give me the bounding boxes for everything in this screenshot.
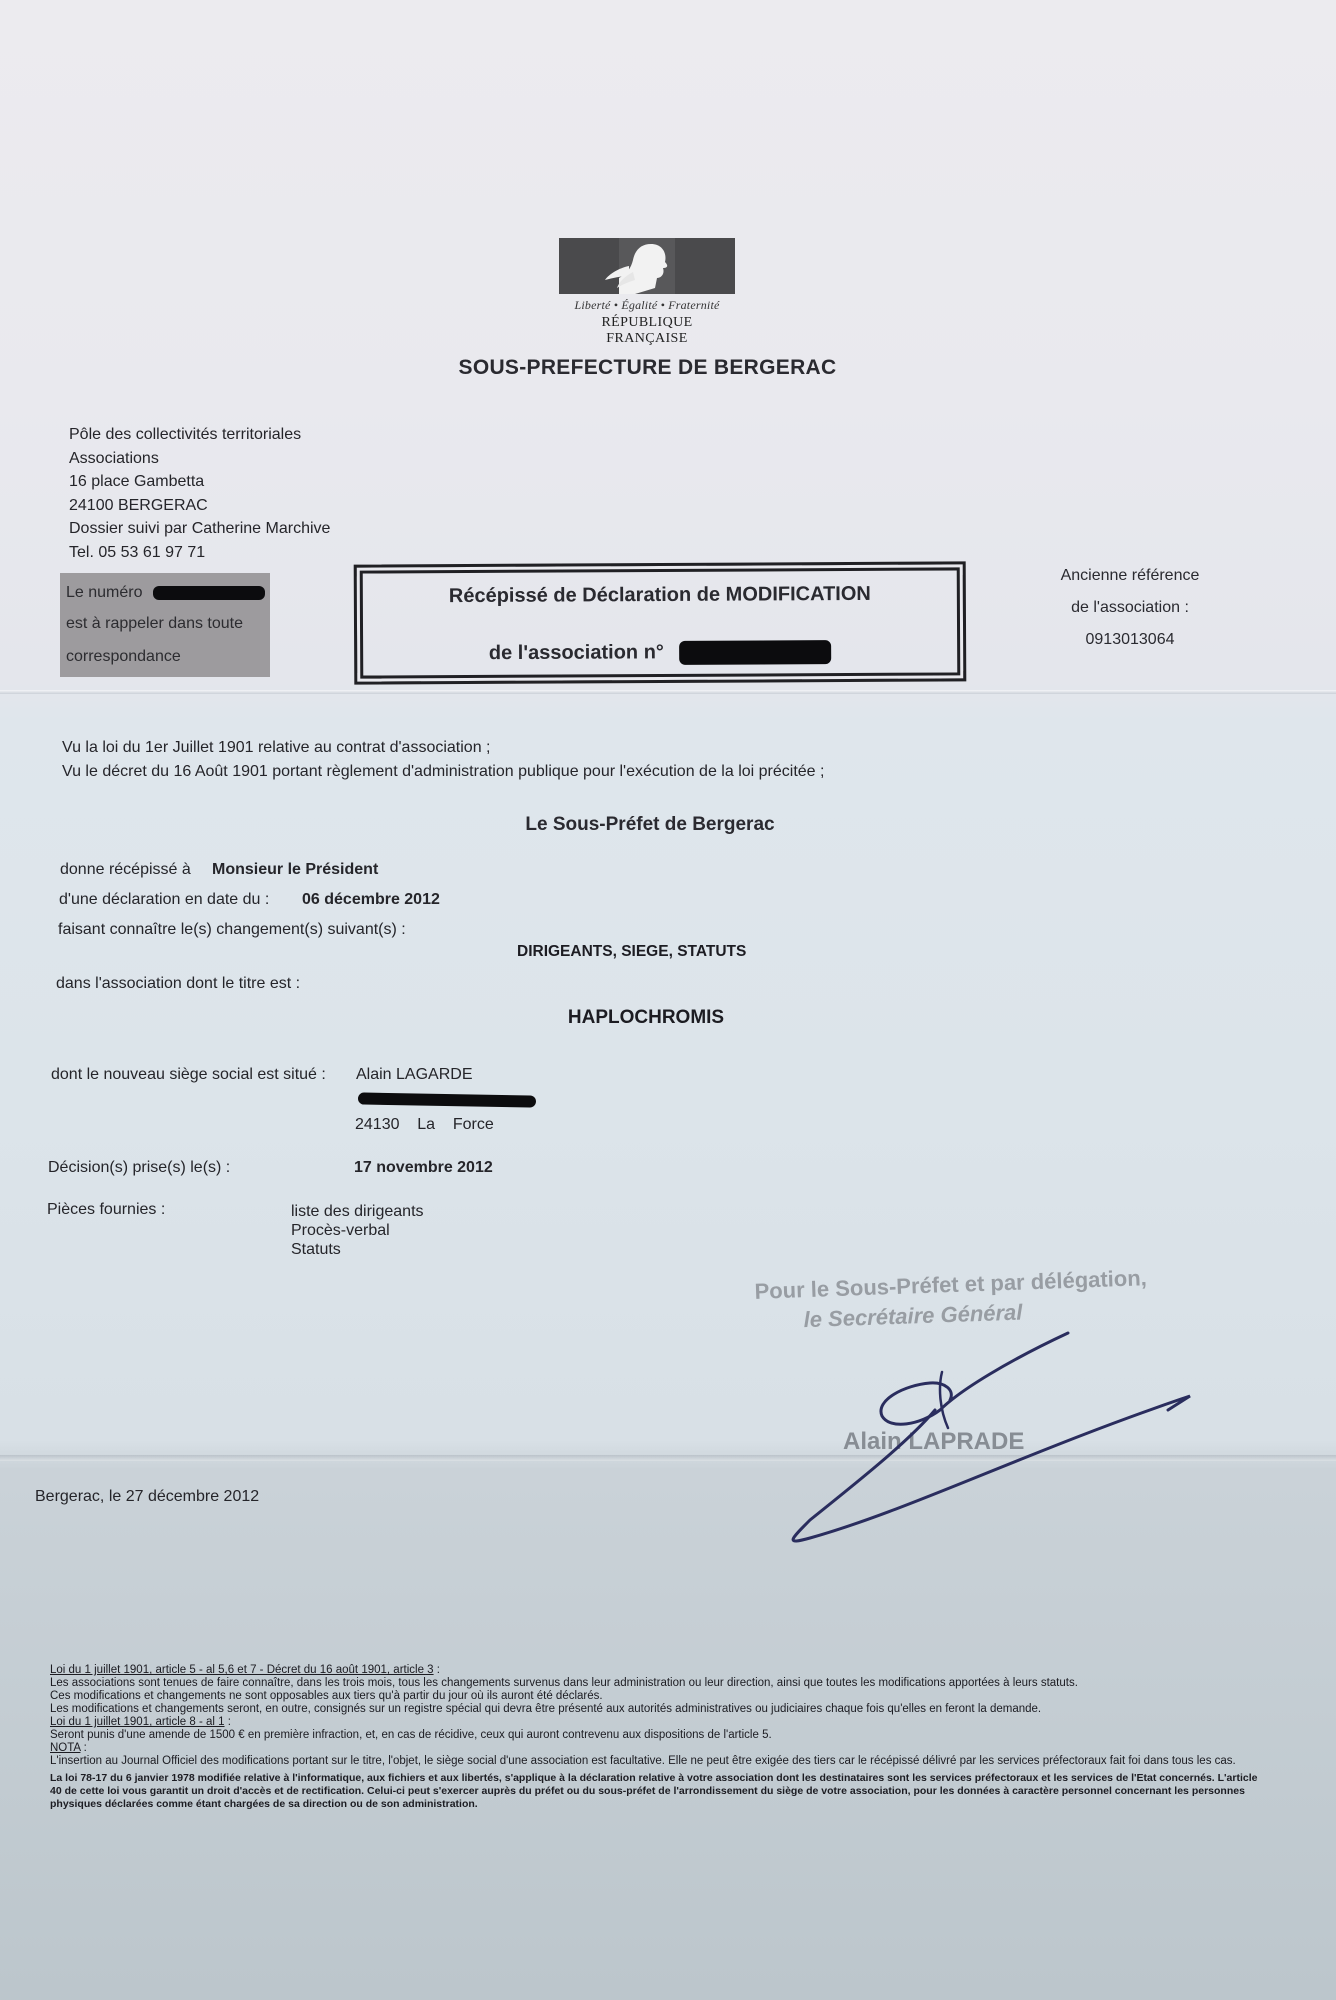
signer-name: Alain LAPRADE	[843, 1428, 1025, 1455]
association-name: HAPLOCHROMIS	[567, 1007, 725, 1028]
footer-paragraph: Seront punis d'une amende de 1500 € en première infraction, et, en cas de récidive, ceux qui auront contrevenu aux dispositions de l'article 5.	[50, 1729, 772, 1741]
sender-address	[69, 423, 330, 564]
law-reference-2: Vu le décret du 16 Août 1901 portant règlement d'administration publique pour l'exécution de la loi précitée ;	[62, 763, 825, 780]
paper-fold-upper	[0, 690, 1336, 694]
reference-note-box	[60, 573, 270, 677]
redaction-mark	[358, 1092, 536, 1107]
seat-name: Alain LAGARDE	[356, 1066, 473, 1083]
decision-value: 17 novembre 2012	[354, 1159, 493, 1176]
changes-label: faisant connaître le(s) changement(s) suivant(s) :	[58, 921, 406, 938]
redaction-mark	[153, 586, 265, 600]
marianne-icon	[559, 238, 735, 294]
stamp-line-1: Pour le Sous-Préfet et par délégation,	[754, 1265, 1148, 1304]
footer-law-ref-1: Loi du 1 juillet 1901, article 5 - al 5,6 et 7 - Décret du 16 août 1901, article 3	[50, 1664, 434, 1676]
footer-paragraph: Les modifications et changements seront, en outre, consignés sur un registre spécial qui devra être présenté aux autorités administratives ou judiciaires chaque fois qu'elles en feront la demande.	[50, 1703, 1042, 1715]
declaration-date-label: d'une déclaration en date du :	[59, 891, 270, 908]
recipient-value: Monsieur le Président	[212, 861, 379, 878]
footer-paragraph: Les associations sont tenues de faire connaître, dans les trois mois, tous les changements survenus dans leur administration ou leur direction, ainsi que toutes les modifications apportées à leurs statuts.	[50, 1677, 1078, 1689]
old-reference-value: 0913013064	[1085, 631, 1175, 648]
footer-nota: NOTA	[50, 1742, 81, 1754]
old-reference	[1040, 560, 1220, 656]
stamp-line-2: le Secrétaire Général	[803, 1299, 1023, 1333]
note-line-2: est à rappeler dans toute	[66, 615, 244, 632]
footer-colon: :	[433, 1664, 440, 1676]
footer-colon: :	[224, 1716, 231, 1728]
address-line: Dossier suivi par Catherine Marchive	[69, 520, 331, 537]
marianne-emblem	[559, 238, 735, 294]
law-reference-1: Vu la loi du 1er Juillet 1901 relative au contrat d'association ;	[62, 739, 491, 756]
republique-logo	[559, 238, 735, 347]
receipt-number-label: de l'association n°	[488, 641, 664, 665]
recipient-label: donne récépissé à	[60, 861, 191, 878]
footer-paragraph: L'insertion au Journal Officiel des modifications portant sur le titre, l'objet, le siège social d'une association est facultative. Elle ne peut être exigée des tiers car le récépissé délivré par les services préfectoraux fait foi dans tous les cas.	[50, 1755, 1236, 1767]
note-line-1: Le numéro	[66, 584, 143, 601]
receipt-number-line	[357, 639, 963, 666]
piece-item: liste des dirigeants	[291, 1203, 424, 1220]
piece-item: Statuts	[291, 1241, 341, 1258]
piece-item: Procès-verbal	[291, 1222, 390, 1239]
declaration-date-value: 06 décembre 2012	[302, 891, 440, 908]
footer-law-ref-2: Loi du 1 juillet 1901, article 8 - al 1	[50, 1716, 225, 1728]
address-line: 16 place Gambetta	[69, 473, 205, 490]
old-reference-label-1: Ancienne référence	[1060, 567, 1200, 584]
legal-footer	[50, 1664, 1265, 1811]
footer-paragraph: La loi 78-17 du 6 janvier 1978 modifiée relative à l'informatique, aux fichiers et aux libertés, s'applique à la déclaration relative à votre association dont les destinataires sont les services préfectoraux et les services de l'Etat concernés. L'article 40 de cette loi vous garantit un droit d'accès et de rectification. Celui-ci peut s'exercer auprès du préfet ou du sous-préfet de l'arrondissement du siège de votre association, pour les données à caractère personnel concernant les personnes physiques déclarées comme étant chargées de sa direction ou de son administration.	[50, 1772, 1258, 1810]
seat-label: dont le nouveau siège social est situé :	[51, 1066, 326, 1083]
changes-value: DIRIGEANTS, SIEGE, STATUTS	[517, 943, 747, 960]
address-line: Pôle des collectivités territoriales	[69, 426, 302, 443]
address-line: Associations	[69, 449, 159, 467]
address-line: 24100 BERGERAC	[69, 496, 208, 514]
association-title-label: dans l'association dont le titre est :	[56, 975, 301, 992]
country-name: RÉPUBLIQUE FRANÇAISE	[601, 315, 693, 346]
page-title: SOUS-PREFECTURE DE BERGERAC	[458, 356, 837, 379]
old-reference-label-2: de l'association :	[1071, 599, 1189, 616]
pieces-list	[291, 1202, 424, 1259]
receipt-title: Récépissé de Déclaration de MODIFICATION	[448, 582, 871, 608]
authority-name: Le Sous-Préfet de Bergerac	[525, 814, 775, 835]
redaction-mark	[679, 640, 831, 665]
footer-colon: :	[80, 1742, 87, 1754]
pieces-label: Pièces fournies :	[47, 1201, 166, 1218]
receipt-title-box	[354, 561, 967, 684]
place-date: Bergerac, le 27 décembre 2012	[35, 1488, 260, 1505]
seat-city: 24130 La Force	[355, 1116, 494, 1133]
note-line-3: correspondance	[66, 648, 181, 665]
motto: Liberté • Égalité • Fraternité	[574, 298, 720, 312]
footer-paragraph: Ces modifications et changements ne sont opposables aux tiers qu'à partir du jour où ils auront été déclarés.	[50, 1690, 603, 1702]
address-line: Tel. 05 53 61 97 71	[69, 543, 206, 561]
decision-label: Décision(s) prise(s) le(s) :	[48, 1159, 231, 1176]
handwritten-signature	[770, 1300, 1200, 1550]
